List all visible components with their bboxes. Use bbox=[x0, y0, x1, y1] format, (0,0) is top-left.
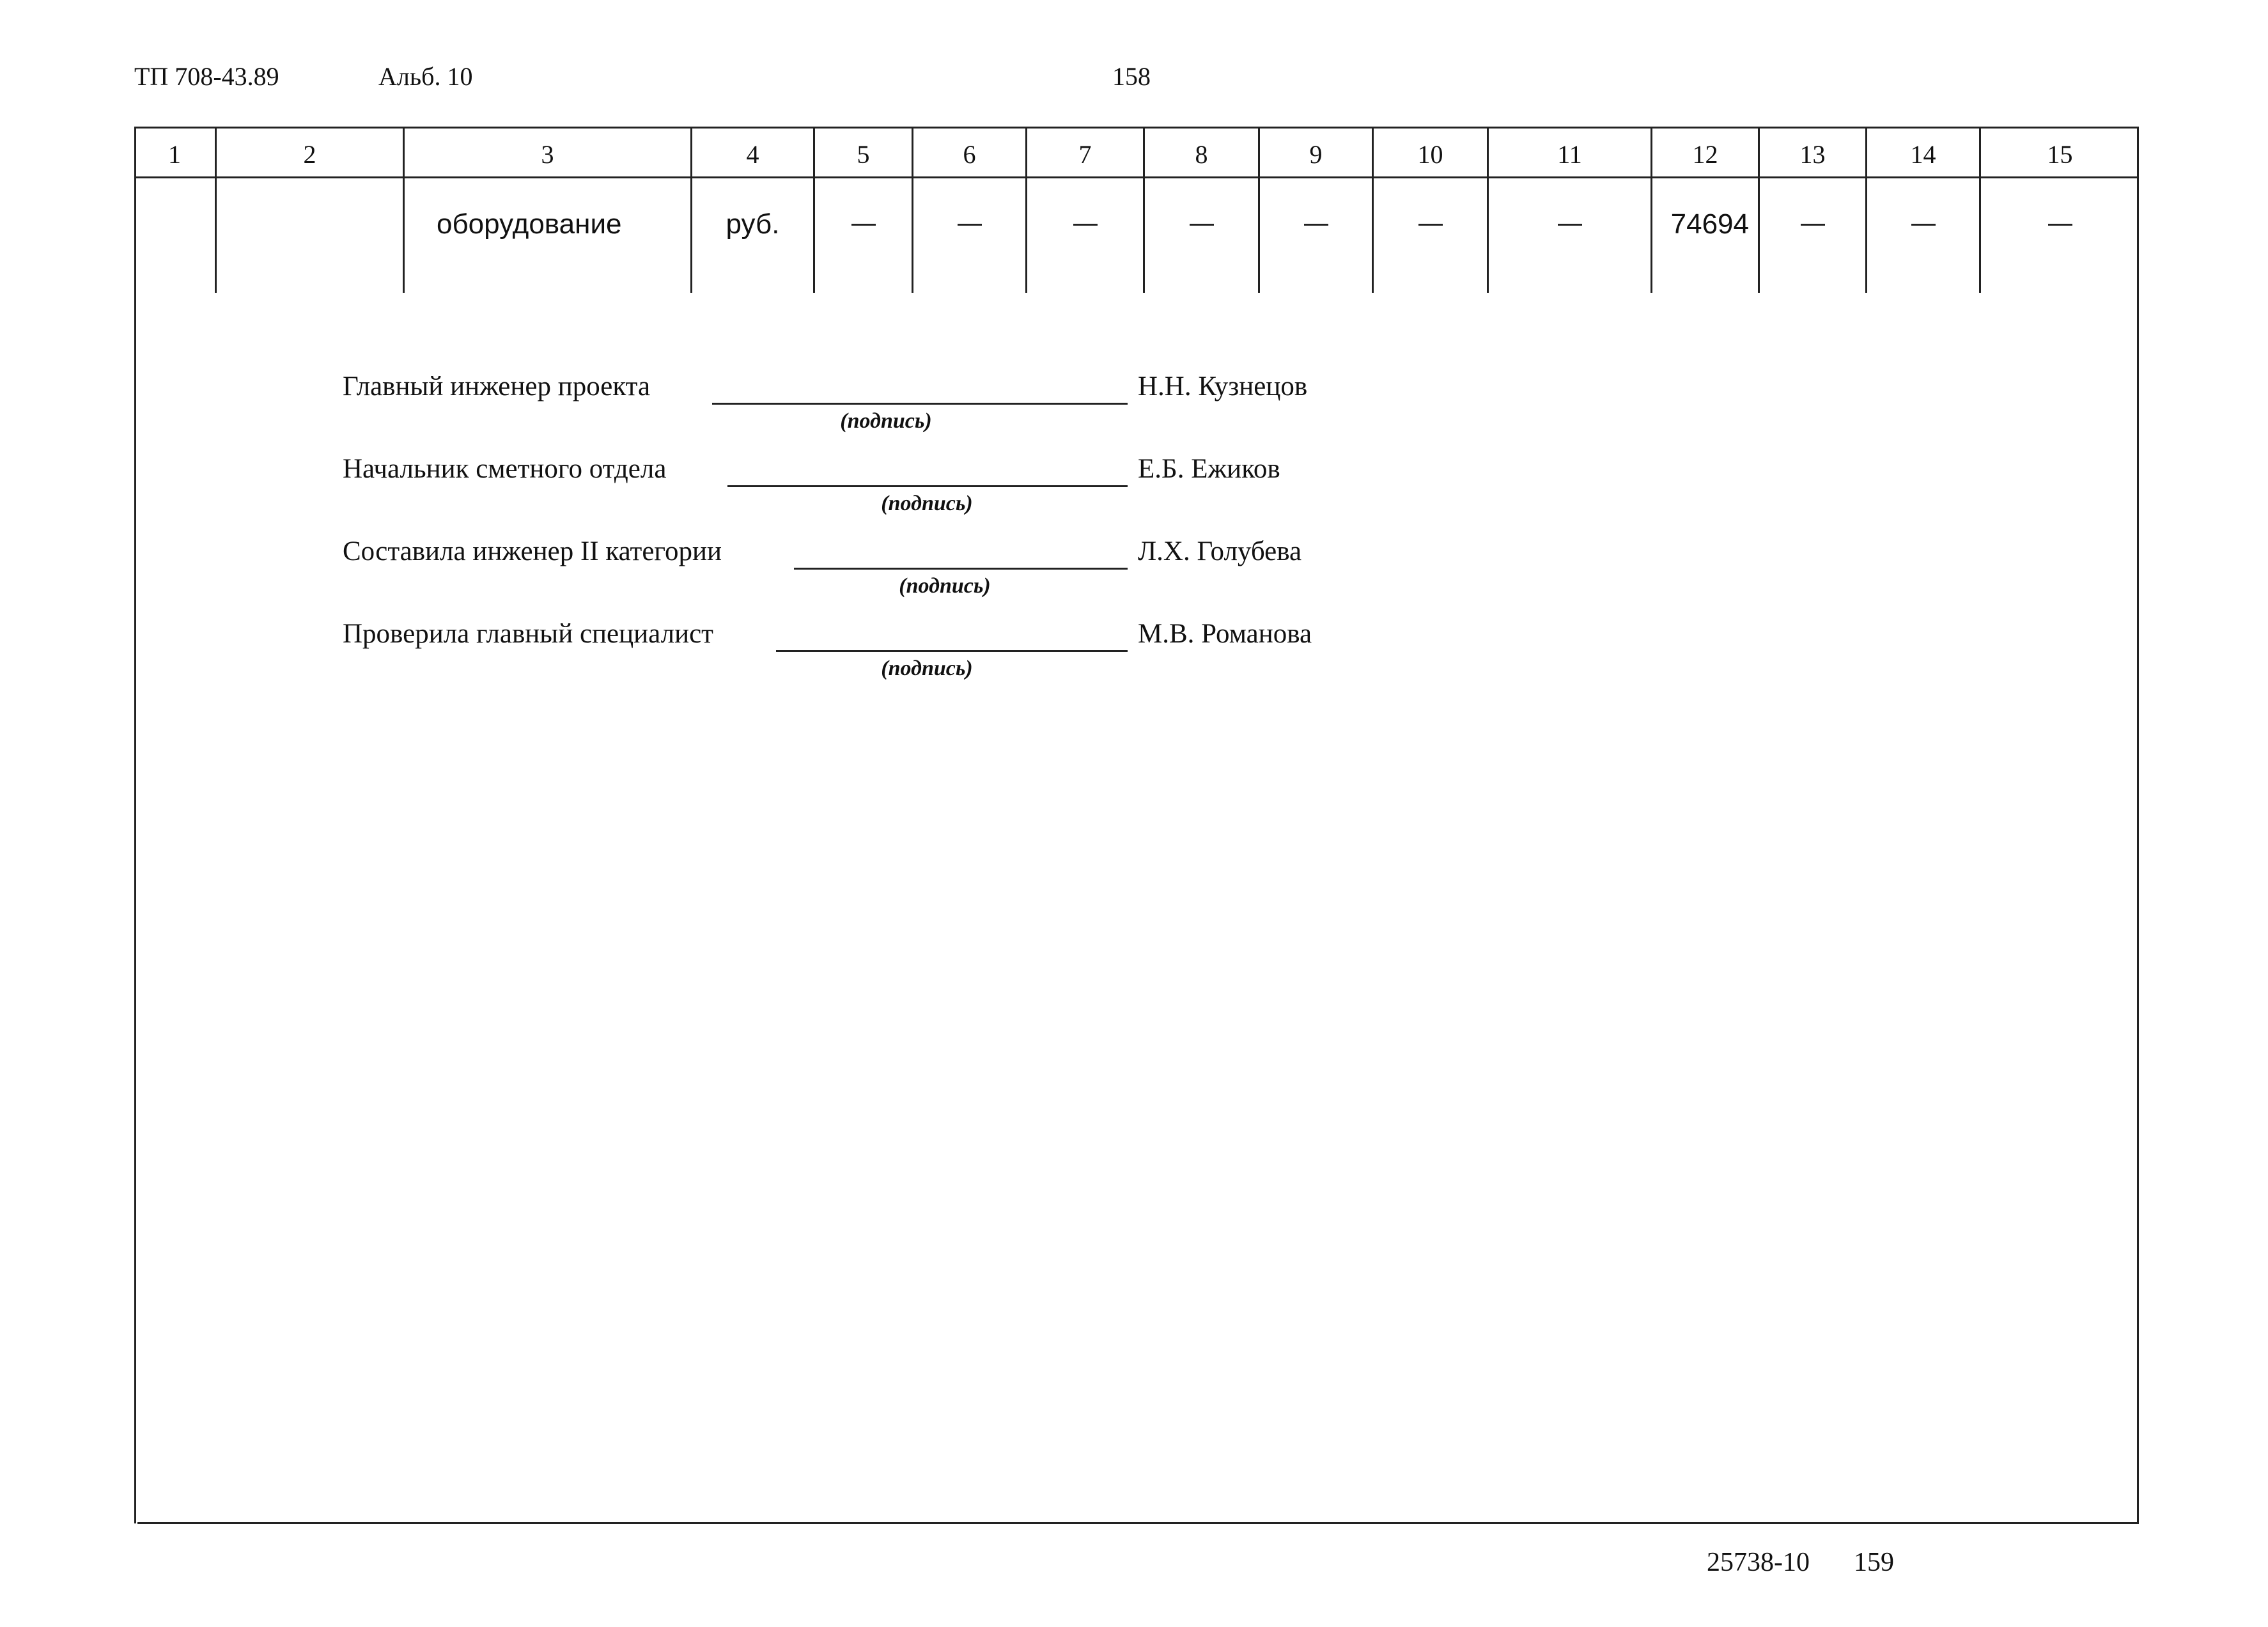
table-cell: 74694 bbox=[1651, 178, 1758, 293]
signature-title: Проверила главный специалист bbox=[343, 619, 713, 649]
table-cell bbox=[215, 178, 403, 293]
signature-reviewer bbox=[343, 618, 1621, 680]
signature-line bbox=[776, 650, 1128, 652]
table-cell bbox=[1758, 178, 1865, 293]
dash-mark bbox=[1558, 224, 1582, 226]
dash-mark bbox=[2048, 224, 2072, 226]
table-cell: оборудование bbox=[403, 178, 690, 293]
dash-mark bbox=[1801, 224, 1825, 226]
table-cell: руб. bbox=[690, 178, 813, 293]
signature-title: Начальник сметного отдела bbox=[343, 454, 667, 484]
signature-title: Составила инженер II категории bbox=[343, 536, 722, 566]
table-cell bbox=[1025, 178, 1143, 293]
table-cell bbox=[134, 178, 215, 293]
estimate-table bbox=[134, 127, 2139, 293]
dash-mark bbox=[851, 224, 876, 226]
album-number: Альб. 10 bbox=[378, 62, 473, 91]
column-header: 15 bbox=[1979, 127, 2139, 178]
signature-compiler bbox=[343, 536, 1621, 598]
column-header: 12 bbox=[1651, 127, 1758, 178]
column-header: 7 bbox=[1025, 127, 1143, 178]
column-header: 14 bbox=[1865, 127, 1979, 178]
footer-code: 25738-10 bbox=[1707, 1548, 1810, 1577]
column-header: 8 bbox=[1143, 127, 1258, 178]
signatory-name: Л.Х. Голубева bbox=[1138, 536, 1302, 566]
column-header: 13 bbox=[1758, 127, 1865, 178]
signature-line bbox=[712, 403, 1128, 405]
frame-right-border bbox=[2137, 127, 2139, 1523]
signature-hint: (подпись) bbox=[840, 409, 932, 433]
table-cell bbox=[1487, 178, 1651, 293]
dash-mark bbox=[1073, 224, 1098, 226]
document-code: ТП 708-43.89 bbox=[134, 62, 279, 91]
table-cell bbox=[1258, 178, 1372, 293]
signature-estimate-head bbox=[343, 453, 1621, 515]
dash-mark bbox=[1304, 224, 1328, 226]
signature-title: Главный инженер проекта bbox=[343, 371, 651, 401]
table-row bbox=[134, 178, 2139, 293]
column-header: 9 bbox=[1258, 127, 1372, 178]
table-cell bbox=[912, 178, 1025, 293]
signatory-name: М.В. Романова bbox=[1138, 619, 1312, 649]
signature-hint: (подпись) bbox=[899, 574, 991, 598]
table-cell bbox=[1865, 178, 1979, 293]
signatory-name: Е.Б. Ежиков bbox=[1138, 454, 1280, 484]
signature-hint: (подпись) bbox=[881, 657, 973, 680]
signature-hint: (подпись) bbox=[881, 492, 973, 515]
table-cell bbox=[1143, 178, 1258, 293]
column-header: 5 bbox=[813, 127, 912, 178]
frame-bottom-border bbox=[137, 1522, 2139, 1524]
table-cell bbox=[1979, 178, 2139, 293]
dash-mark bbox=[1190, 224, 1214, 226]
table-cell bbox=[1372, 178, 1487, 293]
dash-mark bbox=[958, 224, 982, 226]
footer-page-number: 159 bbox=[1854, 1548, 1894, 1577]
column-header: 6 bbox=[912, 127, 1025, 178]
column-header-row bbox=[134, 127, 2139, 178]
table-cell bbox=[813, 178, 912, 293]
page-number: 158 bbox=[1112, 62, 1151, 91]
frame-left-border bbox=[134, 127, 136, 1523]
column-header: 10 bbox=[1372, 127, 1487, 178]
column-header: 3 bbox=[403, 127, 690, 178]
column-header: 11 bbox=[1487, 127, 1651, 178]
signature-line bbox=[794, 568, 1128, 570]
column-header: 4 bbox=[690, 127, 813, 178]
column-header: 2 bbox=[215, 127, 403, 178]
column-header: 1 bbox=[168, 139, 181, 169]
signature-line bbox=[727, 485, 1128, 487]
dash-mark bbox=[1911, 224, 1936, 226]
dash-mark bbox=[1418, 224, 1443, 226]
signatory-name: Н.Н. Кузнецов bbox=[1138, 371, 1308, 401]
signature-chief-engineer bbox=[343, 371, 1621, 433]
